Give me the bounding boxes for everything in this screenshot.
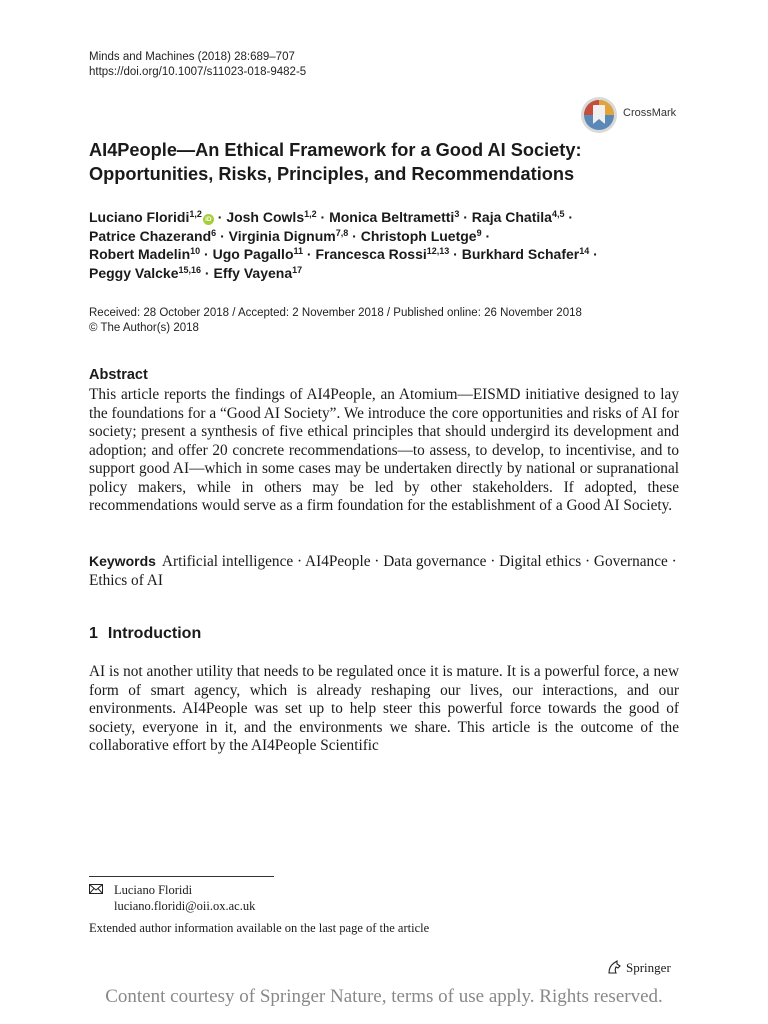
journal-header <box>89 50 306 80</box>
keywords-block <box>89 552 679 590</box>
author-luetge[interactable]: Christoph Luetge$^9$ <box>360 227 482 244</box>
author-email[interactable]: luciano.floridi@oii.ox.ac.uk <box>114 899 256 913</box>
author-floridi[interactable]: Luciano Floridi$^{1,2}$iD <box>89 209 214 225</box>
title-line-2: Opportunities, Risks, Principles, and Recommendations <box>89 164 575 184</box>
author-valcke[interactable]: Peggy Valcke$^{15,16}$ <box>89 264 202 281</box>
keywords-label: Keywords <box>89 553 156 569</box>
author-chatila[interactable]: Raja Chatila$^{4,5}$ <box>471 209 565 225</box>
author-madelin[interactable]: Robert Madelin$^{10}$ <box>89 246 201 263</box>
introduction-text: AI is not another utility that needs to be regulated once it is mature. It is a powerful force, a new form of smart agency, which is already reshaping our lives, our interactions, and our environments. AI4People was set up to help steer this powerful force towards the good of society, everyone in it, and the environments we share. This article is the outcome of the collaborative effort by the AI4People Scientific <box>89 663 679 754</box>
section-number: 1 <box>89 625 98 642</box>
author-list: Luciano Floridi$^{1,2}$iD · Josh Cowls$^{1,2}$ · Monica Beltrametti$^3$ · Raja Chatila$^{4,5}$ · Patrice Chazerand$^6$ · Virginia Dignum$^{7,8}$ · Christoph Luetge$^9$ · Robert Madelin$^{10}$ · Ugo Pagallo$^{11}$ · Francesca Rossi$^{12,13}$ · Burkhard Schafer$^{14}$ · Peggy Valcke$^{15,16}$ · Effy Vayena$^{17}$ <box>89 209 598 281</box>
author-vayena[interactable]: Effy Vayena$^{17}$ <box>213 264 303 281</box>
dates-line: Received: 28 October 2018 / Accepted: 2 November 2018 / Published online: 26 November 2018 <box>89 307 582 319</box>
crossmark-icon <box>580 96 618 134</box>
author-chazerand[interactable]: Patrice Chazerand$^6$ <box>89 227 217 244</box>
author-pagallo[interactable]: Ugo Pagallo$^{11}$ <box>212 246 304 263</box>
footnote-divider <box>89 876 274 877</box>
springer-horse-icon <box>606 959 622 975</box>
courtesy-notice: Content courtesy of Springer Nature, terms of use apply. Rights reserved. <box>105 986 663 1007</box>
journal-citation: Minds and Machines (2018) 28:689–707 <box>89 51 295 63</box>
corresponding-author: Luciano Floridi <box>114 883 193 897</box>
copyright-line: © The Author(s) 2018 <box>89 322 199 334</box>
author-schafer[interactable]: Burkhard Schafer$^{14}$ <box>461 246 590 263</box>
author-beltrametti[interactable]: Monica Beltrametti$^3$ <box>329 209 460 225</box>
abstract-text: This article reports the findings of AI4People, an Atomium—EISMD initiative designed to lay the foundations for a “Good AI Society”. We introduce the core opportunities and risks of AI for society; present a synthesis of five ethical principles that should undergird its development and adoption; and offer 20 concrete recommendations—to assess, to develop, to incentivise, and to support good AI—which in some cases may be undertaken directly by national or supranational policy makers, while in others may be led by other stakeholders. If adopted, these recommendations would serve as a firm foundation for the establishment of a Good AI Society. <box>89 386 679 514</box>
doi-link[interactable]: https://doi.org/10.1007/s11023-018-9482-5 <box>89 66 307 78</box>
title-line-1: AI4People—An Ethical Framework for a Good AI Society: <box>89 140 582 160</box>
extended-info-note: Extended author information available on the last page of the article <box>89 921 430 935</box>
section-title: Introduction <box>107 625 202 642</box>
article-title <box>89 138 689 186</box>
keywords-text: Artificial intelligence · AI4People · Data governance · Digital ethics · Governance · Ethics of AI <box>89 553 677 589</box>
publication-dates <box>89 306 582 336</box>
crossmark-badge[interactable] <box>580 96 690 134</box>
author-dignum[interactable]: Virginia Dignum$^{7,8}$ <box>228 227 349 244</box>
abstract-heading: Abstract <box>89 367 148 383</box>
author-cowls[interactable]: Josh Cowls$^{1,2}$ <box>226 209 317 225</box>
crossmark-label: CrossMark <box>623 107 677 119</box>
orcid-icon[interactable]: iD <box>203 214 214 225</box>
author-rossi[interactable]: Francesca Rossi$^{12,13}$ <box>315 246 450 263</box>
section-heading <box>89 625 201 643</box>
springer-label: Springer <box>626 960 671 975</box>
envelope-icon <box>89 884 103 894</box>
